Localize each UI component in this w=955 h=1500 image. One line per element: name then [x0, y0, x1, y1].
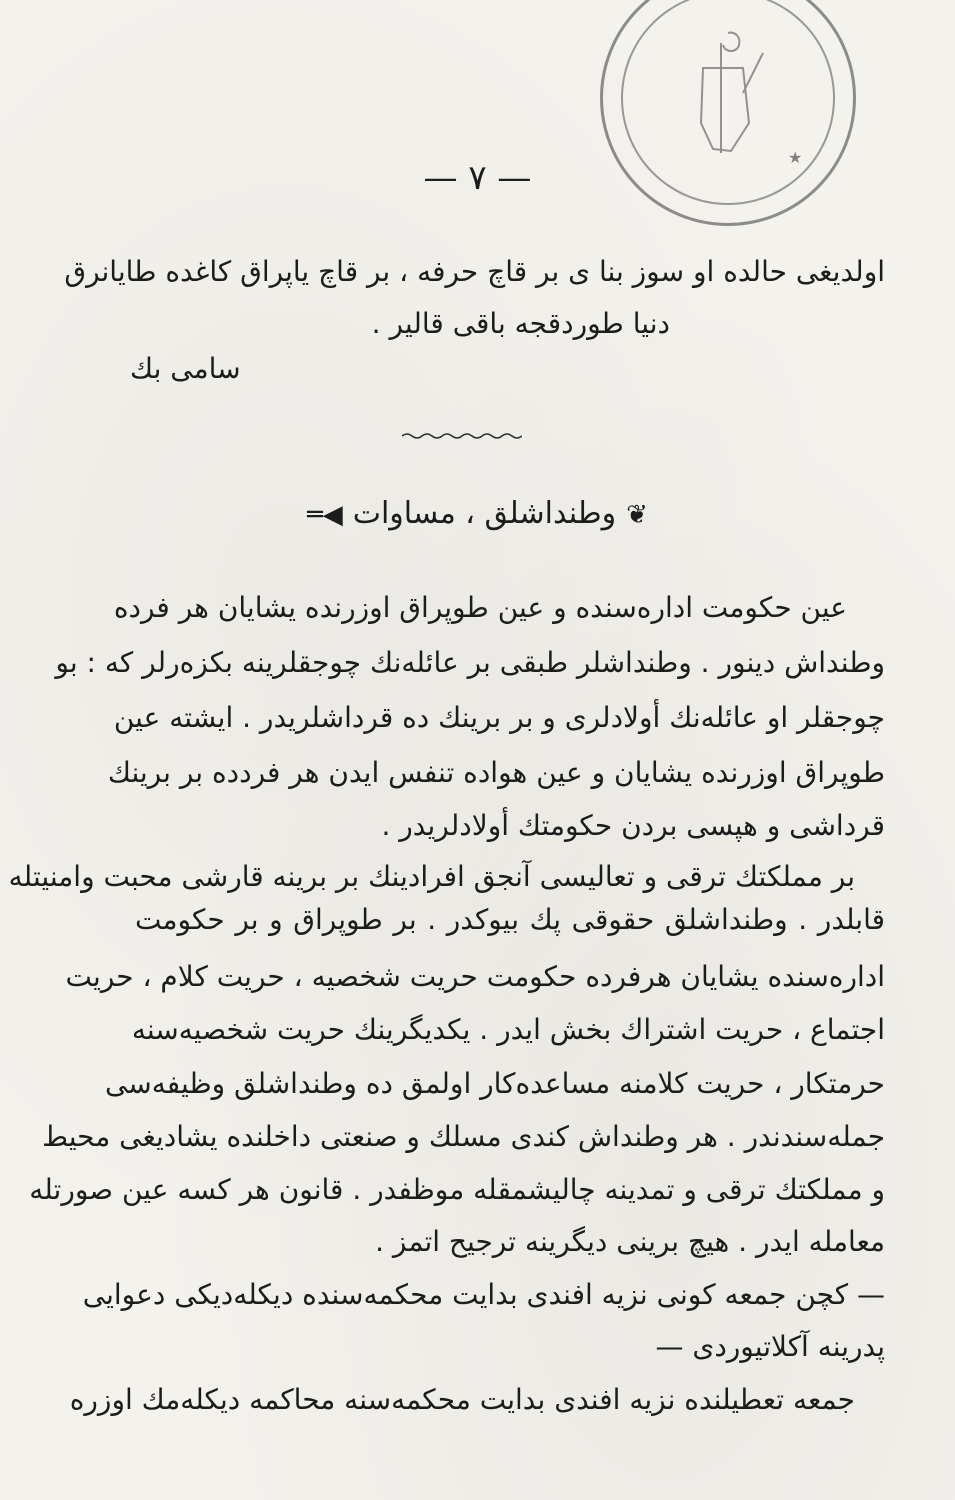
body-line: — کچن جمعه کونی نزیه افندی بدایت محکمه‌سنده دیکله‌دیکی دعوایی: [82, 1278, 885, 1311]
body-line: قرداشی و هپسی بردن حکومتك أولادلریدر .: [381, 809, 885, 842]
body-line: چوجقلر او عائله‌نك أولادلری و بر برینك ده قرداشلریدر . ایشته عین: [113, 701, 885, 734]
body-line: و مملکتك ترقی و تمدینه چالیشمقله موظفدر . قانون هر کسه عین صورتله: [29, 1173, 885, 1206]
body-line: وطنداش دینور . وطنداشلر طبقی بر عائله‌نك چوجقلرینه بکزه‌رلر که : بو: [55, 646, 885, 679]
body-line: حرمتکار ، حریت کلامنه مساعده‌کار اولمق ده وطنداشلق وظیفه‌سی: [104, 1067, 885, 1100]
body-line: طوپراق اوزرنده یشایان و عین هواده تنفس ایدن هر فردده بر برینك: [107, 756, 885, 789]
intro-line: اولدیغی حالده او سوز بنا ی بر قاچ حرفه ، بر قاچ یاپراق کاغده طایانرق: [64, 255, 885, 288]
intro-line: دنیا طوردقجه باقی قالیر .: [371, 307, 670, 340]
author-signature: سامی بك: [130, 352, 241, 385]
body-line: اجتماع ، حریت اشتراك بخش ایدر . یکدیگرینك حریت شخصیه‌سنه: [131, 1013, 885, 1046]
body-line: معامله ایدر . هیچ برینی دیگرینه ترجیح اتمز .: [375, 1225, 885, 1258]
body-line: قابلدر . وطنداشلق حقوقی پك بیوکدر . بر طوپراق و بر حکومت: [135, 903, 885, 936]
section-heading-text: وطنداشلق ، مساوات: [352, 496, 617, 531]
body-line: اداره‌سنده یشایان هرفرده حکومت حریت شخصیه ، حریت کلام ، حریت: [65, 960, 885, 993]
body-line: جمله‌سندندر . هر وطنداش کندی مسلك و صنعتی داخلنده یشادیغی محیط: [42, 1120, 885, 1153]
svg-text:★: ★: [788, 148, 803, 167]
body-line: عین حکومت اداره‌سنده و عین طوپراق اوزرنده یشایان هر فرده: [113, 591, 847, 624]
body-line: جمعه تعطیلنده نزیه افندی بدایت محکمه‌سنه محاکمه دیکله‌مك اوزره: [69, 1383, 855, 1416]
ornament-right-icon: ◀═: [307, 500, 343, 530]
ornament-left-icon: ❦: [626, 500, 648, 530]
section-heading: [0, 496, 955, 531]
body-line: بر مملکتك ترقی و تعالیسی آنجق افرادینك بر برینه قارشی محبت وامنیتله: [8, 860, 855, 893]
page-number: — ٧ —: [423, 158, 532, 198]
body-line: پدرینه آکلاتیوردی —: [655, 1330, 885, 1363]
wavy-divider: [402, 432, 522, 440]
